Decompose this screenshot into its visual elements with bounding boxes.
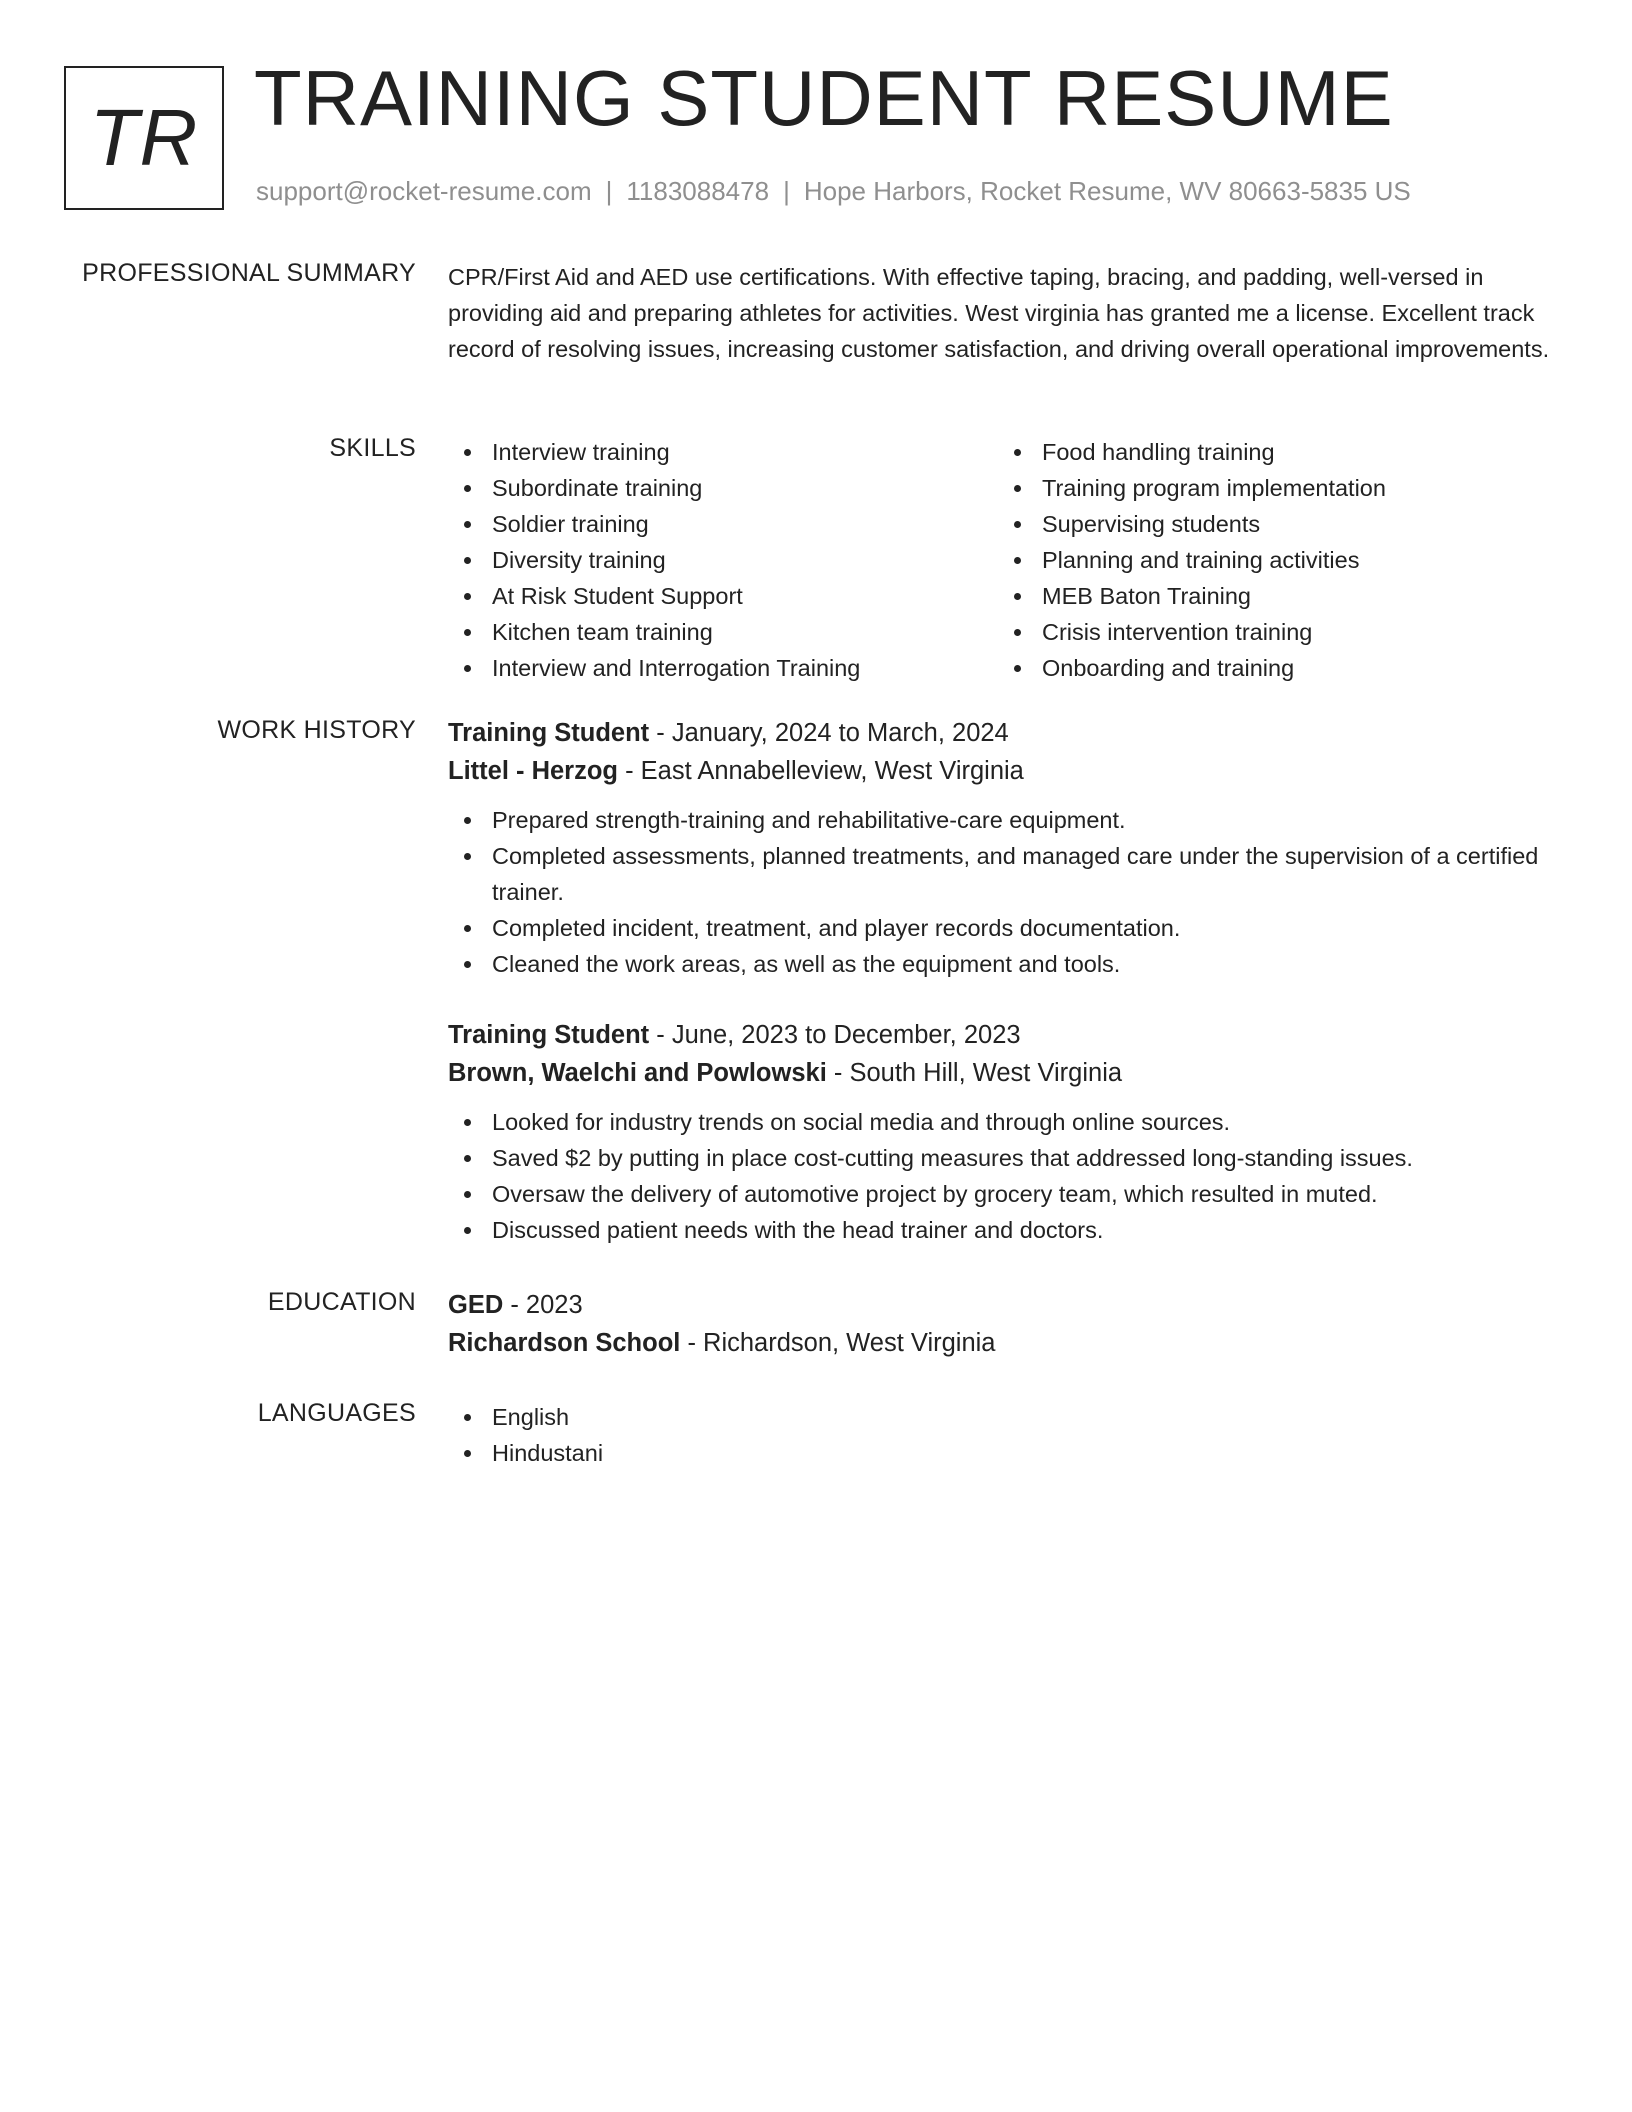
skills-list-right — [998, 434, 1548, 686]
skill-item: Diversity training — [448, 542, 998, 578]
contact-line — [256, 176, 1411, 207]
skill-item: MEB Baton Training — [998, 578, 1548, 614]
job-bullet: Looked for industry trends on social media and through online sources. — [448, 1104, 1558, 1140]
skills-list-left — [448, 434, 998, 686]
skill-item: Crisis intervention training — [998, 614, 1548, 650]
languages-heading: LANGUAGES — [257, 1399, 416, 1427]
contact-email: support@rocket-resume.com — [256, 176, 592, 206]
job-title-line — [448, 714, 1558, 752]
language-item: Hindustani — [448, 1435, 1558, 1471]
education-school: Richardson School — [448, 1329, 681, 1357]
job-bullet: Completed incident, treatment, and player records documentation. — [448, 910, 1558, 946]
education-location: - Richardson, West Virginia — [680, 1329, 996, 1357]
job-location: - South Hill, West Virginia — [826, 1059, 1123, 1087]
work-history-heading: WORK HISTORY — [217, 716, 416, 744]
education-body — [448, 1286, 1558, 1362]
summary-heading: PROFESSIONAL SUMMARY — [82, 259, 416, 287]
job-bullet: Cleaned the work areas, as well as the equipment and tools. — [448, 946, 1558, 982]
job-entry — [448, 714, 1558, 982]
education-degree: GED — [448, 1291, 504, 1319]
job-bullet: Saved $2 by putting in place cost-cutting measures that addressed long-standing issues. — [448, 1140, 1558, 1176]
job-bullet-list — [448, 1104, 1558, 1248]
job-entry — [448, 1016, 1558, 1248]
job-company: Littel - Herzog — [448, 757, 618, 785]
skill-item: Supervising students — [998, 506, 1548, 542]
skill-item: Kitchen team training — [448, 614, 998, 650]
contact-phone: 1183088478 — [626, 176, 770, 206]
summary-text: CPR/First Aid and AED use certifications. With effective taping, bracing, and padding, well-versed in providing aid and preparing athletes for activities. West virginia has granted me a license. Excellent track record of resolving issues, increasing customer satisfaction, and driving overall operational improvements. — [448, 264, 1550, 362]
education-school-line — [448, 1324, 1558, 1362]
skills-heading: SKILLS — [329, 434, 416, 462]
skills-body — [448, 434, 1558, 686]
job-title-line — [448, 1016, 1558, 1054]
job-bullet-list — [448, 802, 1558, 982]
job-bullet: Oversaw the delivery of automotive project by grocery team, which resulted in muted. — [448, 1176, 1558, 1212]
job-dates: - June, 2023 to December, 2023 — [649, 1021, 1021, 1049]
job-bullet: Discussed patient needs with the head trainer and doctors. — [448, 1212, 1558, 1248]
skill-item: Soldier training — [448, 506, 998, 542]
skill-item: Training program implementation — [998, 470, 1548, 506]
contact-separator: | — [783, 176, 790, 206]
contact-address: Hope Harbors, Rocket Resume, WV 80663-5835 US — [803, 176, 1411, 206]
skill-item: Interview and Interrogation Training — [448, 650, 998, 686]
skill-item: Planning and training activities — [998, 542, 1548, 578]
job-title: Training Student — [448, 719, 650, 747]
skill-item: Interview training — [448, 434, 998, 470]
languages-body — [448, 1399, 1558, 1471]
contact-separator: | — [605, 176, 613, 206]
skill-item: Subordinate training — [448, 470, 998, 506]
job-bullet: Prepared strength-training and rehabilitative-care equipment. — [448, 802, 1558, 838]
skill-item: At Risk Student Support — [448, 578, 998, 614]
skill-item: Onboarding and training — [998, 650, 1548, 686]
job-company: Brown, Waelchi and Powlowski — [448, 1059, 827, 1087]
job-company-line — [448, 1054, 1558, 1092]
job-location: - East Annabelleview, West Virginia — [618, 757, 1024, 785]
job-title: Training Student — [448, 1021, 650, 1049]
language-item: English — [448, 1399, 1558, 1435]
education-heading: EDUCATION — [267, 1288, 416, 1316]
education-degree-line — [448, 1286, 1558, 1324]
monogram-text: TR — [89, 93, 199, 182]
job-dates: - January, 2024 to March, 2024 — [649, 719, 1009, 747]
resume-title: TRAINING STUDENT RESUME — [254, 54, 1394, 142]
languages-list — [448, 1399, 1558, 1471]
job-bullet: Completed assessments, planned treatments, and managed care under the supervision of a certified trainer. — [448, 838, 1558, 910]
education-year: - 2023 — [503, 1291, 583, 1319]
skill-item: Food handling training — [998, 434, 1548, 470]
monogram-badge — [64, 66, 224, 210]
work-history-body — [448, 714, 1558, 1282]
job-company-line — [448, 752, 1558, 790]
